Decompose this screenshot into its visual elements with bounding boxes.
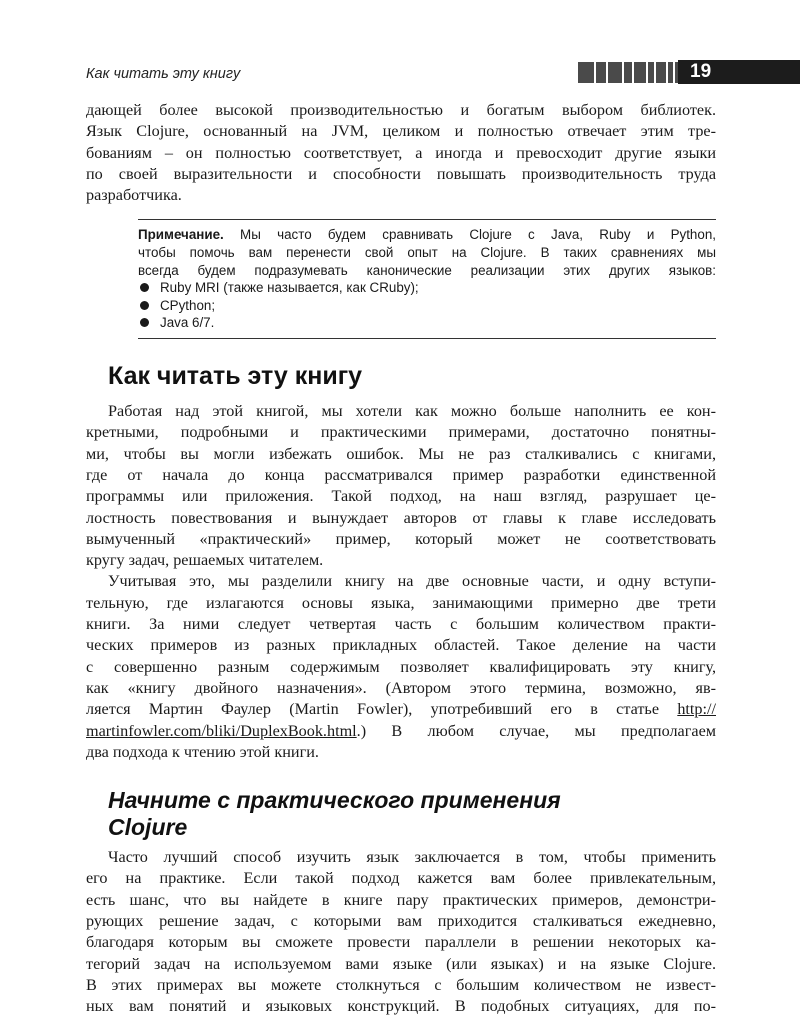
note-line: всегда будем подразумевать канонические реализации этих других языков: [138,262,716,278]
paragraph-line: где от начала до конца рассматривался пример разработки единственной [86,465,716,484]
paragraph-line: его на практике. Если такой подход кажется вам более привлекательным, [86,869,716,888]
paragraph-line: есть шанс, что вы найдете в книге пару практических примеров, демонстри- [86,890,716,909]
paragraph-line: рующих решение задач, с которыми вам приходится сталкиваться ежедневно, [86,911,716,930]
paragraph-line: В этих примерах вы можете столкнуться с большим количеством не извест- [86,975,716,994]
running-title: Как читать эту книгу [86,66,241,82]
page-content [86,100,716,1017]
page-header [86,60,716,88]
intro-line: дающей более высокой производительностью и богатым выбором библиотек. [86,101,716,119]
paragraph-line: Учитывая это, мы разделили книгу на две основные части, и одну вступи- [108,572,716,591]
paragraph-line: с совершенно разным содержимым позволяет квалифицировать эту книгу, [86,657,716,676]
paragraph-line: тельную, где излагаются основы языка, занимающими примерно две трети [86,593,716,612]
paragraph-line: кругу задач, решаемых читателем. [86,551,324,570]
section-heading: Как читать эту книгу [108,362,363,391]
paragraph-line: благодаря которым вы сможете провести параллели в решении некоторых ка- [86,933,716,952]
intro-line: разработчика. [86,186,182,205]
duplexbook-link[interactable]: martinfowler.com/bliki/DuplexBook.html [86,721,357,740]
paragraph-line: martinfowler.com/bliki/DuplexBook.html.) В любом случае, мы предполагаем [86,721,716,740]
note-list-item: Java 6/7. [138,314,716,332]
note-box [138,219,716,339]
duplexbook-link[interactable]: http:// [677,700,716,719]
note-list [138,279,716,332]
bullet-icon [140,301,149,310]
paragraph-line: ческих примеров из разных прикладных областей. Такое деление на части [86,636,716,655]
page-number: 19 [678,60,800,84]
paragraph-line: кретными, подробными и практическими примерами, достаточно понятны- [86,423,716,442]
intro-line: Язык Clojure, основанный на JVM, целиком и полностью отвечает этим тре- [86,122,716,141]
note-line: Мы часто будем сравнивать Clojure с Java, Ruby и Python, [223,227,716,243]
bullet-icon [140,318,149,327]
paragraph-line: ляется Мартин Фаулер (Martin Fowler), употребивший его в статье http:// [86,700,716,719]
paragraph-line: лостность повествования и вынуждает авторов от главы к главе исследовать [86,508,716,527]
paragraph-line: Работая над этой книгой, мы хотели как можно больше наполнить ее кон- [108,402,716,421]
paragraph-line: ных вам понятий и языковых конструкций. В подобных ситуациях, для по- [86,997,716,1016]
header-decor-bars [578,62,681,83]
intro-line: по своей выразительности и способности повышать производительность труда [86,164,716,183]
note-label: Примечание. [138,227,224,243]
subsection-heading: Начните с практического применения Clojure [108,787,561,841]
paragraph-line: как «книгу двойного назначения». (Автором этого термина, возможно, яв- [86,678,716,697]
paragraph-line: тегорий задач на используемом вами языке (или языках) и на языке Clojure. [86,954,716,973]
bullet-icon [140,283,149,292]
paragraph-line: книги. За ними следует четвертая часть с большим количеством практи- [86,615,716,634]
paragraph-line: два подхода к чтению этой книги. [86,742,319,761]
paragraph-line: ми, чтобы вы могли избежать ошибок. Мы не раз сталкивались с книгами, [86,444,716,463]
paragraph-line: программы или приложения. Такой подход, на наш взгляд, разрушает це- [86,487,716,506]
paragraph-line: Часто лучший способ изучить язык заключается в том, чтобы применить [108,848,716,867]
note-list-item: CPython; [138,297,716,315]
intro-line: бованиям – он полностью соответствует, а иногда и превосходит другие языки [86,143,716,162]
paragraph-line: вымученный «практический» пример, который может не соответствовать [86,529,716,548]
note-list-item: Ruby MRI (также называется, как CRuby); [138,279,716,297]
note-line: чтобы помочь вам перенести свой опыт на Clojure. В таких сравнениях мы [138,245,716,261]
